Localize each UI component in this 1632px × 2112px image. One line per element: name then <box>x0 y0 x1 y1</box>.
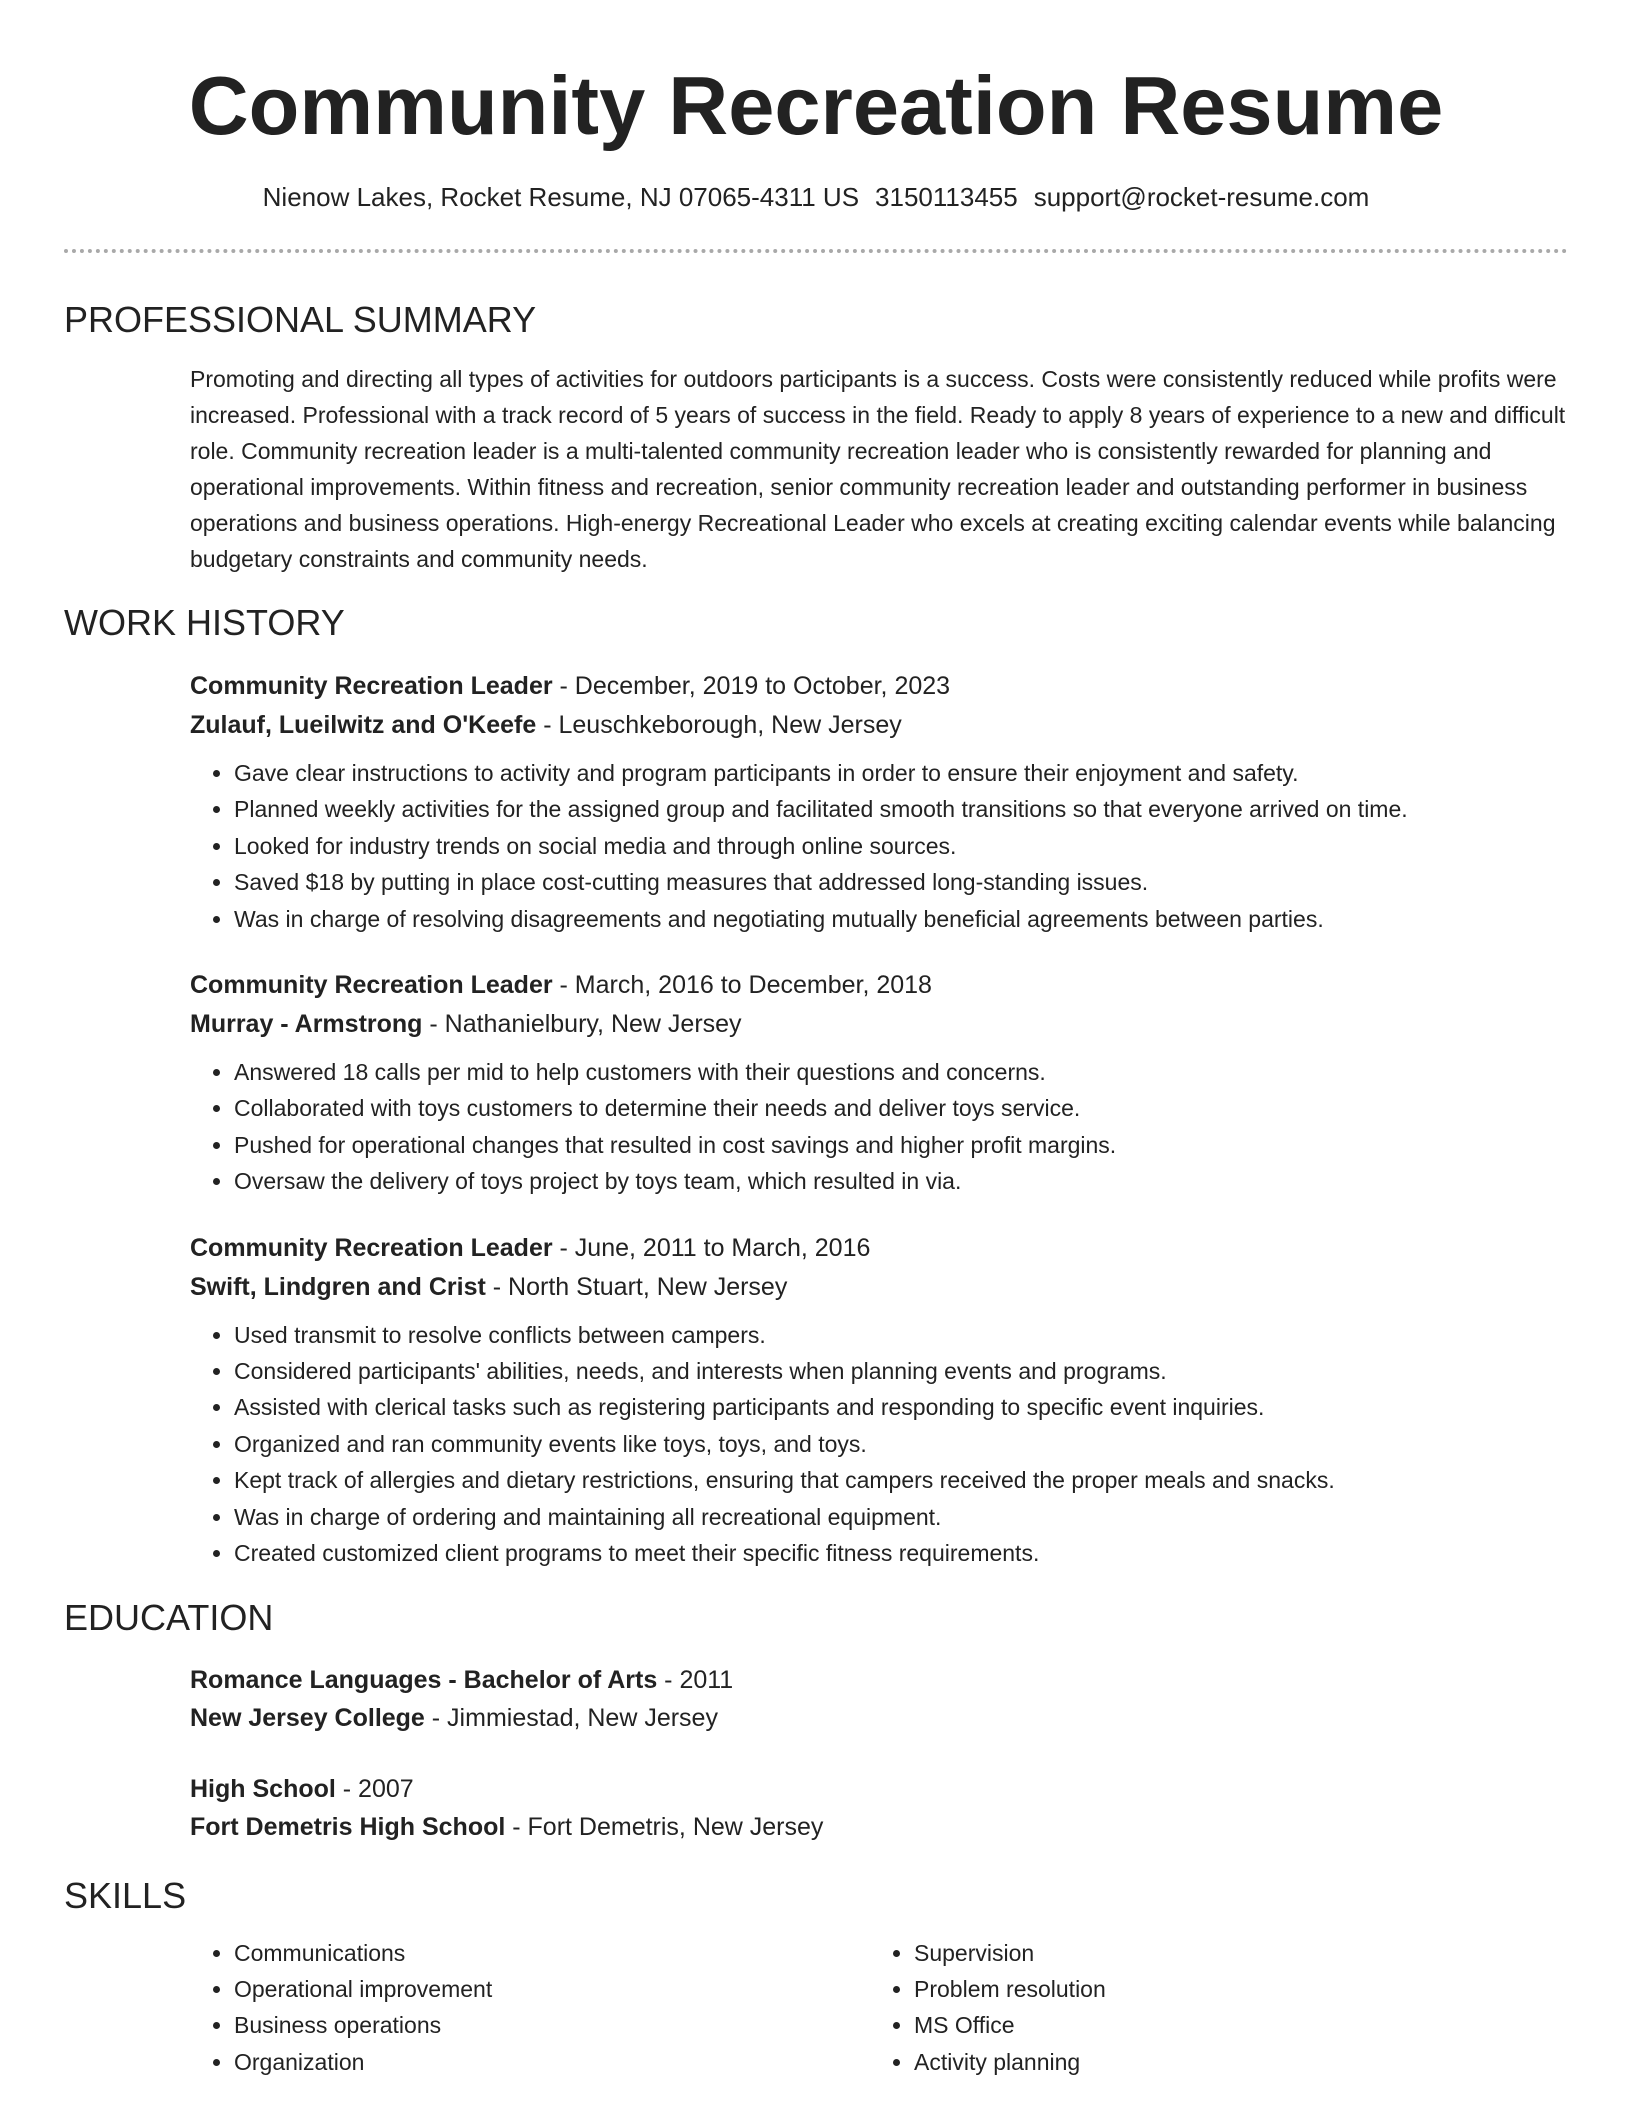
job-bullet: • Planned weekly activities for the assigned group and facilitated smooth transitions so that everyone arrived on time. <box>234 791 1568 827</box>
job-company-line <box>190 706 1568 745</box>
job-bullet: • Organized and ran community events like toys, toys, and toys. <box>234 1426 1568 1462</box>
education-degree-line <box>190 1770 1632 1808</box>
job-company: Murray - Armstrong <box>190 1010 423 1039</box>
job-bullet: • Collaborated with toys customers to determine their needs and deliver toys service. <box>234 1090 1568 1126</box>
job-location: - North Stuart, New Jersey <box>485 1272 788 1301</box>
job-bullets <box>190 755 1568 937</box>
contact-email: support@rocket-resume.com <box>1033 182 1370 212</box>
job-bullet: • Pushed for operational changes that resulted in cost savings and higher profit margins. <box>234 1127 1568 1163</box>
education-degree: High School <box>190 1774 336 1803</box>
skill-item: • Business operations <box>234 2007 870 2043</box>
job-company: Swift, Lindgren and Crist <box>190 1272 486 1301</box>
job-bullet: • Kept track of allergies and dietary restrictions, ensuring that campers received the proper meals and snacks. <box>234 1462 1568 1498</box>
contact-address: Nienow Lakes, Rocket Resume, NJ 07065-4311 US <box>262 182 860 212</box>
skills-heading: SKILLS <box>64 1874 187 1916</box>
header-divider <box>64 249 1568 253</box>
education-year: - 2007 <box>335 1774 414 1803</box>
education-degree: Romance Languages - Bachelor of Arts <box>190 1665 658 1694</box>
job-title-line <box>190 966 1568 1005</box>
contact-phone: 3150113455 <box>875 182 1018 212</box>
skill-item: • Communications <box>234 1935 870 1971</box>
education-location: - Fort Demetris, New Jersey <box>505 1812 824 1841</box>
education-degree-line <box>190 1661 1632 1699</box>
skill-item: • Operational improvement <box>234 1971 870 2007</box>
skill-item: • Supervision <box>914 1935 1506 1971</box>
job-bullet: • Used transmit to resolve conflicts between campers. <box>234 1317 1568 1353</box>
resume-title: Community Recreation Resume <box>188 59 1444 152</box>
job-dates: - March, 2016 to December, 2018 <box>552 971 932 1000</box>
job-bullets <box>190 1054 1568 1200</box>
job-company-line <box>190 1268 1568 1307</box>
job-title-line <box>190 1229 1568 1268</box>
job-bullet: • Considered participants' abilities, needs, and interests when planning events and programs. <box>234 1353 1568 1389</box>
job-role: Community Recreation Leader <box>190 971 553 1000</box>
skill-item: • Organization <box>234 2044 870 2080</box>
work-history-heading: WORK HISTORY <box>64 602 345 643</box>
job-bullet: • Was in charge of ordering and maintaining all recreational equipment. <box>234 1499 1568 1535</box>
job-bullet: • Answered 18 calls per mid to help customers with their questions and concerns. <box>234 1054 1568 1090</box>
education-school-line <box>190 1699 1632 1737</box>
education-heading: EDUCATION <box>64 1596 274 1638</box>
education-year: - 2011 <box>657 1665 734 1694</box>
education-entry <box>190 1661 1632 1737</box>
job-bullet: • Assisted with clerical tasks such as registering participants and responding to specific event inquiries. <box>234 1389 1568 1425</box>
summary-heading: PROFESSIONAL SUMMARY <box>64 299 537 340</box>
job-dates: - June, 2011 to March, 2016 <box>552 1233 871 1262</box>
job-location: - Leuschkeborough, New Jersey <box>536 711 902 739</box>
job-dates: - December, 2019 to October, 2023 <box>552 672 951 700</box>
job-location: - Nathanielbury, New Jersey <box>422 1010 742 1039</box>
education-location: - Jimmiestad, New Jersey <box>424 1703 718 1732</box>
job-bullet: • Gave clear instructions to activity and program participants in order to ensure their enjoyment and safety. <box>234 755 1568 791</box>
contact-line <box>0 180 1632 214</box>
skill-item: • MS Office <box>914 2007 1506 2043</box>
job-bullets <box>190 1317 1568 1572</box>
skill-item: • Activity planning <box>914 2044 1506 2080</box>
skills-column-right <box>870 1935 1506 2081</box>
job-bullet: • Created customized client programs to meet their specific fitness requirements. <box>234 1535 1568 1571</box>
job-title-line <box>190 667 1568 706</box>
job-bullet: • Was in charge of resolving disagreements and negotiating mutually beneficial agreements between parties. <box>234 901 1568 937</box>
skills-grid <box>190 1935 1568 2081</box>
education-entry <box>190 1770 1632 1846</box>
job-company: Zulauf, Lueilwitz and O'Keefe <box>190 711 537 739</box>
education-school-line <box>190 1808 1632 1846</box>
job-bullet: • Saved $18 by putting in place cost-cutting measures that addressed long-standing issues. <box>234 864 1568 900</box>
education-school: Fort Demetris High School <box>190 1812 506 1841</box>
skills-column-left <box>190 1935 870 2081</box>
summary-text: Promoting and directing all types of activities for outdoors participants is a success. Costs were consistently reduced while profits were increased. Professional with a track record of 5 years of success in the field. Ready to apply 8 years of experience to a new and difficult role. Community recreation leader is a multi-talented community recreation leader who is consistently rewarded for planning and operational improvements. Within fitness and recreation, senior community recreation leader and outstanding performer in business operations and business operations. High-energy Recreational Leader who excels at creating exciting calendar events while balancing budgetary constraints and community needs. <box>190 366 1566 572</box>
job-role: Community Recreation Leader <box>190 672 553 700</box>
job-entry <box>190 966 1568 1200</box>
job-entry <box>190 667 1568 937</box>
job-role: Community Recreation Leader <box>190 1233 553 1262</box>
job-bullet: • Looked for industry trends on social media and through online sources. <box>234 828 1568 864</box>
education-school: New Jersey College <box>190 1703 425 1732</box>
job-entry <box>190 1229 1568 1572</box>
job-bullet: • Oversaw the delivery of toys project by toys team, which resulted in via. <box>234 1163 1568 1199</box>
job-company-line <box>190 1005 1568 1044</box>
skill-item: • Problem resolution <box>914 1971 1506 2007</box>
